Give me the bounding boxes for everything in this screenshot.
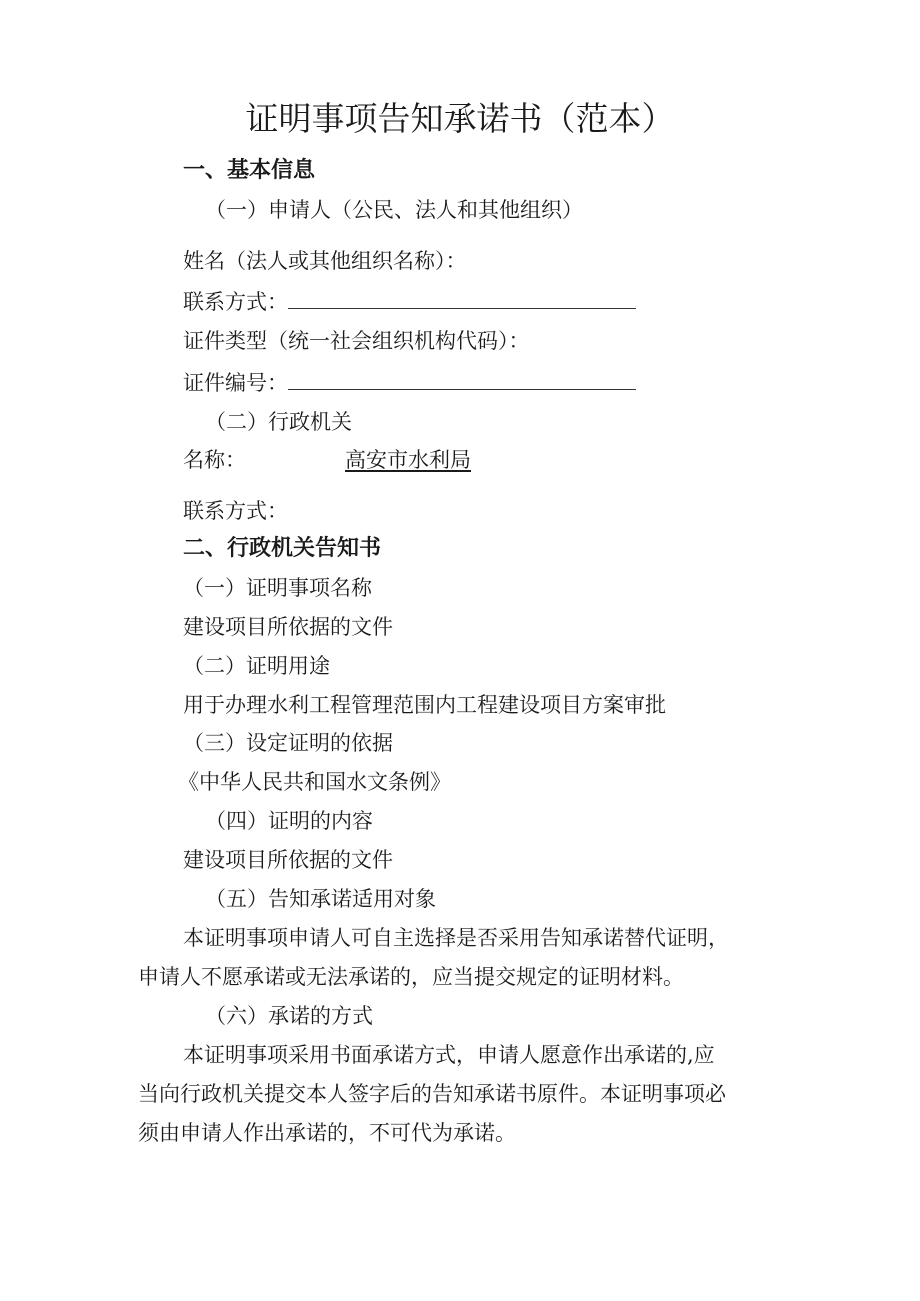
item-6-paragraph-line-3: 须由申请人作出承诺的，不可代为承诺。 <box>138 1121 516 1145</box>
section-basic-info-heading: 一、基本信息 <box>183 158 316 183</box>
item-2-subheading: （二）证明用途 <box>183 654 330 678</box>
item-4-text: 建设项目所依据的文件 <box>183 848 393 872</box>
applicant-subheading: （一）申请人（公民、法人和其他组织） <box>205 198 583 222</box>
applicant-contact-blank[interactable] <box>288 294 636 309</box>
agency-subheading: （二）行政机关 <box>205 410 352 434</box>
item-5-paragraph-line-2: 申请人不愿承诺或无法承诺的，应当提交规定的证明材料。 <box>138 965 684 989</box>
item-5-subheading: （五）告知承诺适用对象 <box>205 887 436 911</box>
item-5-paragraph-line-1: 本证明事项申请人可自主选择是否采用告知承诺替代证明， <box>183 926 729 950</box>
id-number-blank[interactable] <box>288 375 636 390</box>
applicant-name-label: 姓名（法人或其他组织名称）： <box>183 249 467 273</box>
item-1-subheading: （一）证明事项名称 <box>183 576 372 600</box>
item-4-subheading: （四）证明的内容 <box>205 809 373 833</box>
item-3-text: 《中华人民共和国水文条例》 <box>178 770 451 794</box>
agency-name-value: 高安市水利局 <box>345 448 471 472</box>
id-type-label: 证件类型（统一社会组织机构代码）： <box>183 329 530 353</box>
item-3-subheading: （三）设定证明的依据 <box>183 731 393 755</box>
id-number-label: 证件编号： <box>183 371 288 395</box>
applicant-contact-label: 联系方式： <box>183 290 288 314</box>
item-2-text: 用于办理水利工程管理范围内工程建设项目方案审批 <box>183 693 666 717</box>
applicant-contact-row <box>183 292 636 313</box>
agency-contact-label: 联系方式： <box>183 499 288 523</box>
item-6-paragraph-line-1: 本证明事项采用书面承诺方式，申请人愿意作出承诺的,应 <box>183 1043 715 1067</box>
id-number-row <box>183 373 636 394</box>
section-notice-heading: 二、行政机关告知书 <box>183 536 382 561</box>
item-1-text: 建设项目所依据的文件 <box>183 615 393 639</box>
item-6-subheading: （六）承诺的方式 <box>205 1004 373 1028</box>
agency-name-label: 名称： <box>183 448 246 472</box>
document-title: 证明事项告知承诺书（范本） <box>245 99 675 138</box>
item-6-paragraph-line-2: 当向行政机关提交本人签字后的告知承诺书原件。本证明事项必 <box>138 1082 726 1106</box>
